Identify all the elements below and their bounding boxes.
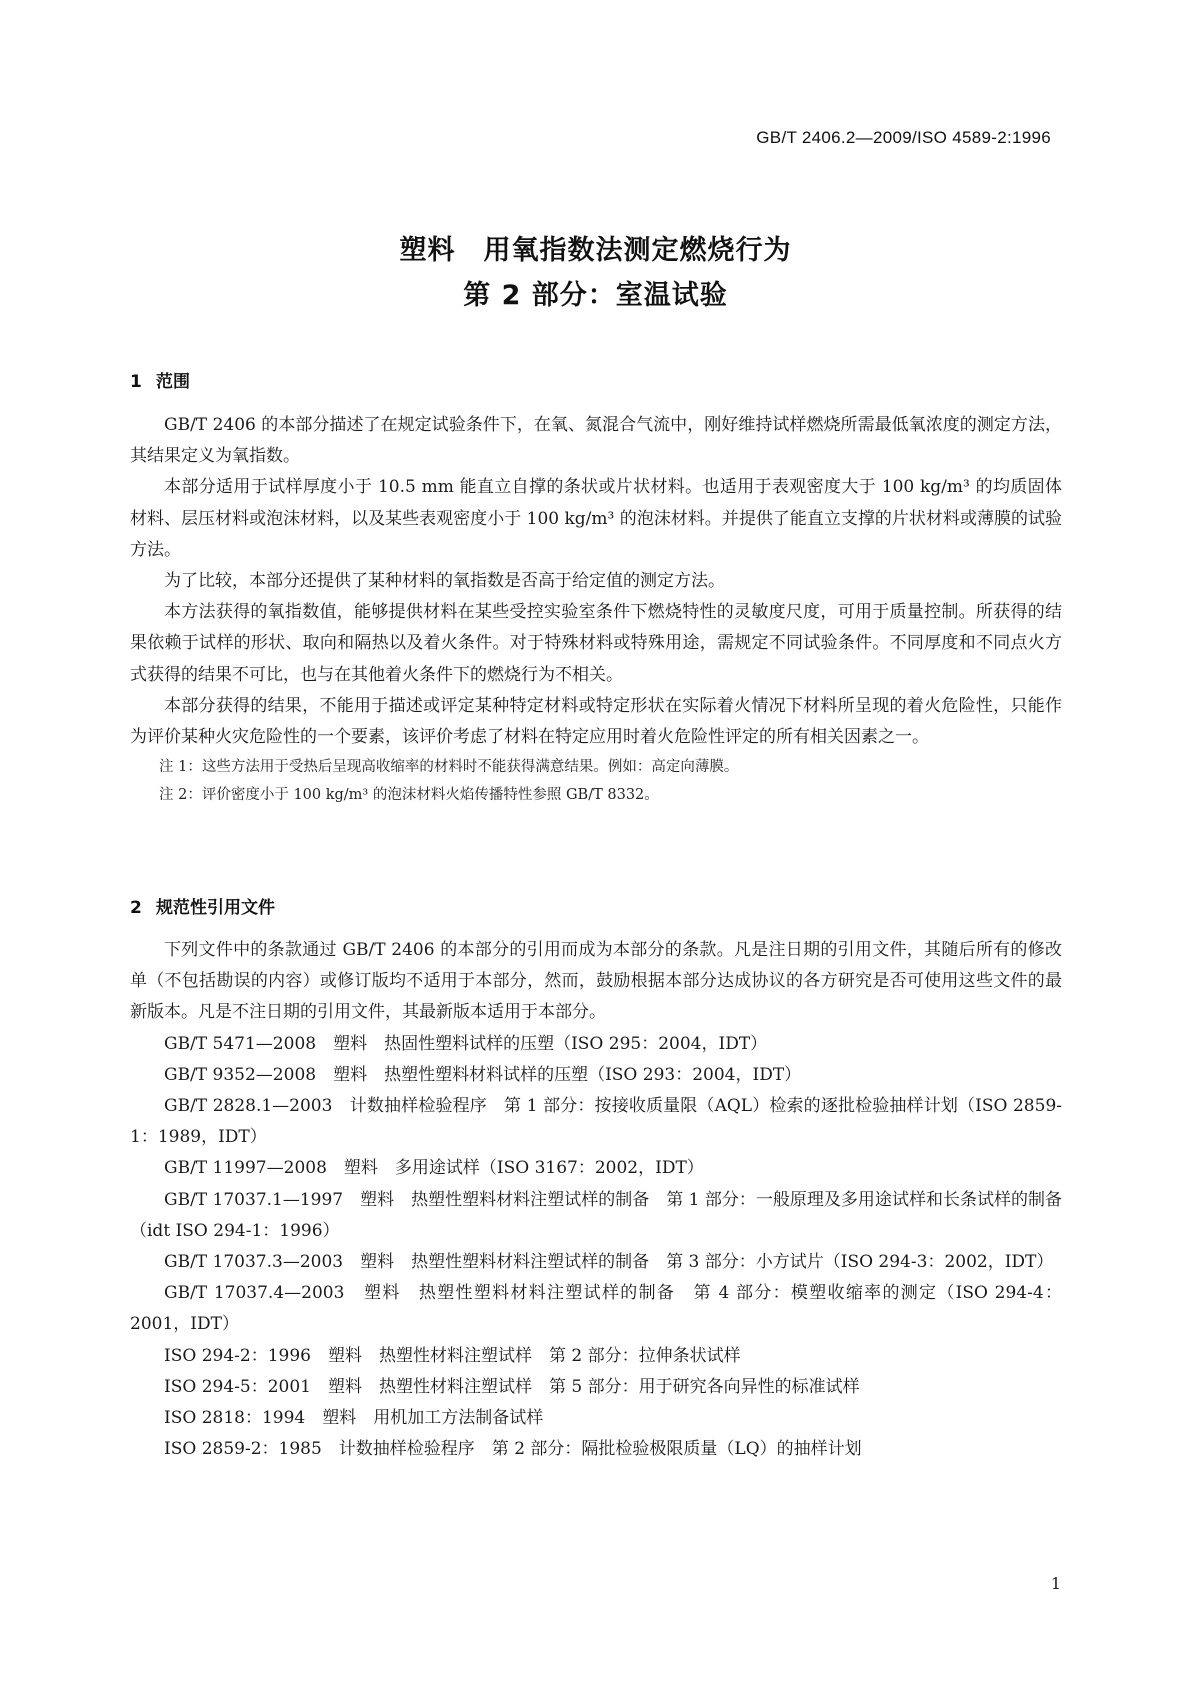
reference-item: GB/T 2828.1—2003 计数抽样检验程序 第 1 部分：按接收质量限（AQL）检索的逐批检验抽样计划（ISO 2859-1：1989，IDT） [130, 1096, 1062, 1148]
section-1-note: 注 1：这些方法用于受热后呈现高收缩率的材料时不能获得满意结果。例如：高定向薄膜。 [159, 759, 739, 776]
standard-code: GB/T 2406.2—2009/ISO 4589-2:1996 [756, 128, 1051, 147]
section-2-title: 规范性引用文件 [156, 898, 275, 918]
reference-item: GB/T 17037.4—2003 塑料 热塑性塑料材料注塑试样的制备 第 4 部分：模塑收缩率的测定（ISO 294-4：2001，IDT） [130, 1283, 1062, 1335]
section-1-paragraph: 为了比较，本部分还提供了某种材料的氧指数是否高于给定值的测定方法。 [164, 571, 725, 592]
section-1-note: 注 2：评价密度小于 100 kg/m³ 的泡沫材料火焰传播特性参照 GB/T 8332。 [159, 787, 659, 804]
document-title-line2: 第 2 部分：室温试验 [463, 280, 728, 311]
reference-item: ISO 294-2：1996 塑料 热塑性材料注塑试样 第 2 部分：拉伸条状试样 [164, 1345, 741, 1366]
section-1-paragraph: GB/T 2406 的本部分描述了在规定试验条件下，在氧、氮混合气流中，刚好维持试样燃烧所需最低氧浓度的测定方法，其结果定义为氧指数。 [130, 415, 1062, 467]
section-1-number: 1 [130, 372, 142, 392]
section-1-paragraph: 本部分获得的结果，不能用于描述或评定某种特定材料或特定形状在实际着火情况下材料所呈现的着火危险性，只能作为评价某种火灾危险性的一个要素，该评价考虑了材料在特定应用时着火危险性评定的所有相关因素之一。 [130, 695, 1062, 748]
reference-item: GB/T 17037.1—1997 塑料 热塑性塑料材料注塑试样的制备 第 1 部分：一般原理及多用途试样和长条试样的制备（idt ISO 294-1：1996） [130, 1189, 1062, 1241]
reference-item: ISO 2859-2：1985 计数抽样检验程序 第 2 部分：隔批检验极限质量（LQ）的抽样计划 [164, 1439, 862, 1460]
section-2-body [130, 935, 1062, 1465]
section-2-heading [130, 893, 275, 918]
section-1-title: 范围 [156, 372, 190, 392]
reference-item: GB/T 11997—2008 塑料 多用途试样（ISO 3167：2002，IDT） [164, 1158, 704, 1179]
page-number: 1 [1050, 1574, 1061, 1593]
section-1-paragraph: 本部分适用于试样厚度小于 10.5 mm 能直立自撑的条状或片状材料。也适用于表观密度大于 100 kg/m³ 的均质固体材料、层压材料或泡沫材料，以及某些表观密度小于 100 kg/m³ 的泡沫材料。并提供了能直立支撑的片状材料或薄膜的试验方法。 [130, 477, 1062, 560]
reference-item: ISO 2818：1994 塑料 用机加工方法制备试样 [164, 1408, 544, 1429]
reference-item: ISO 294-5：2001 塑料 热塑性材料注塑试样 第 5 部分：用于研究各向异性的标准试样 [164, 1376, 860, 1397]
section-1-body [130, 410, 1062, 809]
section-1-heading [130, 367, 190, 392]
section-2-intro: 下列文件中的条款通过 GB/T 2406 的本部分的引用而成为本部分的条款。凡是注日期的引用文件，其随后所有的修改单（不包括勘误的内容）或修订版均不适用于本部分，然而，鼓励根据本部分达成协议的各方研究是否可使用这些文件的最新版本。凡是不注日期的引用文件，其最新版本适用于本部分。 [130, 940, 1062, 1023]
section-2-number: 2 [130, 898, 142, 918]
document-title-line1: 塑料 用氧指数法测定燃烧行为 [399, 235, 792, 266]
section-1-paragraph: 本方法获得的氧指数值，能够提供材料在某些受控实验室条件下燃烧特性的灵敏度尺度，可用于质量控制。所获得的结果依赖于试样的形状、取向和隔热以及着火条件。对于特殊材料或特殊用途，需规定不同试验条件。不同厚度和不同点火方式获得的结果不可比，也与在其他着火条件下的燃烧行为不相关。 [130, 602, 1062, 685]
reference-item: GB/T 17037.3—2003 塑料 热塑性塑料材料注塑试样的制备 第 3 部分：小方试片（ISO 294-3：2002，IDT） [164, 1252, 1054, 1273]
reference-item: GB/T 9352—2008 塑料 热塑性塑料材料试样的压塑（ISO 293：2004，IDT） [164, 1064, 802, 1085]
reference-item: GB/T 5471—2008 塑料 热固性塑料试样的压塑（ISO 295：2004，IDT） [164, 1033, 768, 1054]
